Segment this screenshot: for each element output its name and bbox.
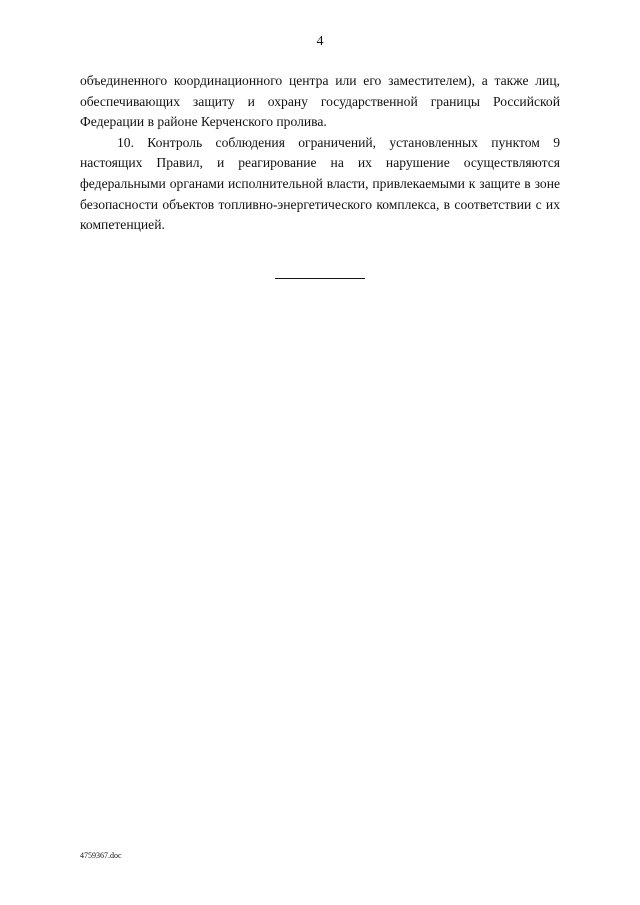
document-body (80, 71, 560, 236)
end-of-document-line (275, 278, 365, 279)
page-number: 4 (316, 34, 324, 49)
paragraph-10: 10. Контроль соблюдения ограничений, установленных пунктом 9 настоящих Правил, и реагирование на их нарушение осуществляются федеральными органами исполнительной власти, привлекаемыми к защите в зоне безопасности объектов топливно-энергетического комплекса, в соответствии с их компетенцией. (80, 134, 560, 233)
document-file-id: 4759367.doc (80, 851, 122, 860)
paragraph-continuation: объединенного координационного центра или его заместителем), а также лиц, обеспечивающих защиту и охрану государственной границы Российской Федерации в районе Керченского пролива. (80, 73, 560, 130)
